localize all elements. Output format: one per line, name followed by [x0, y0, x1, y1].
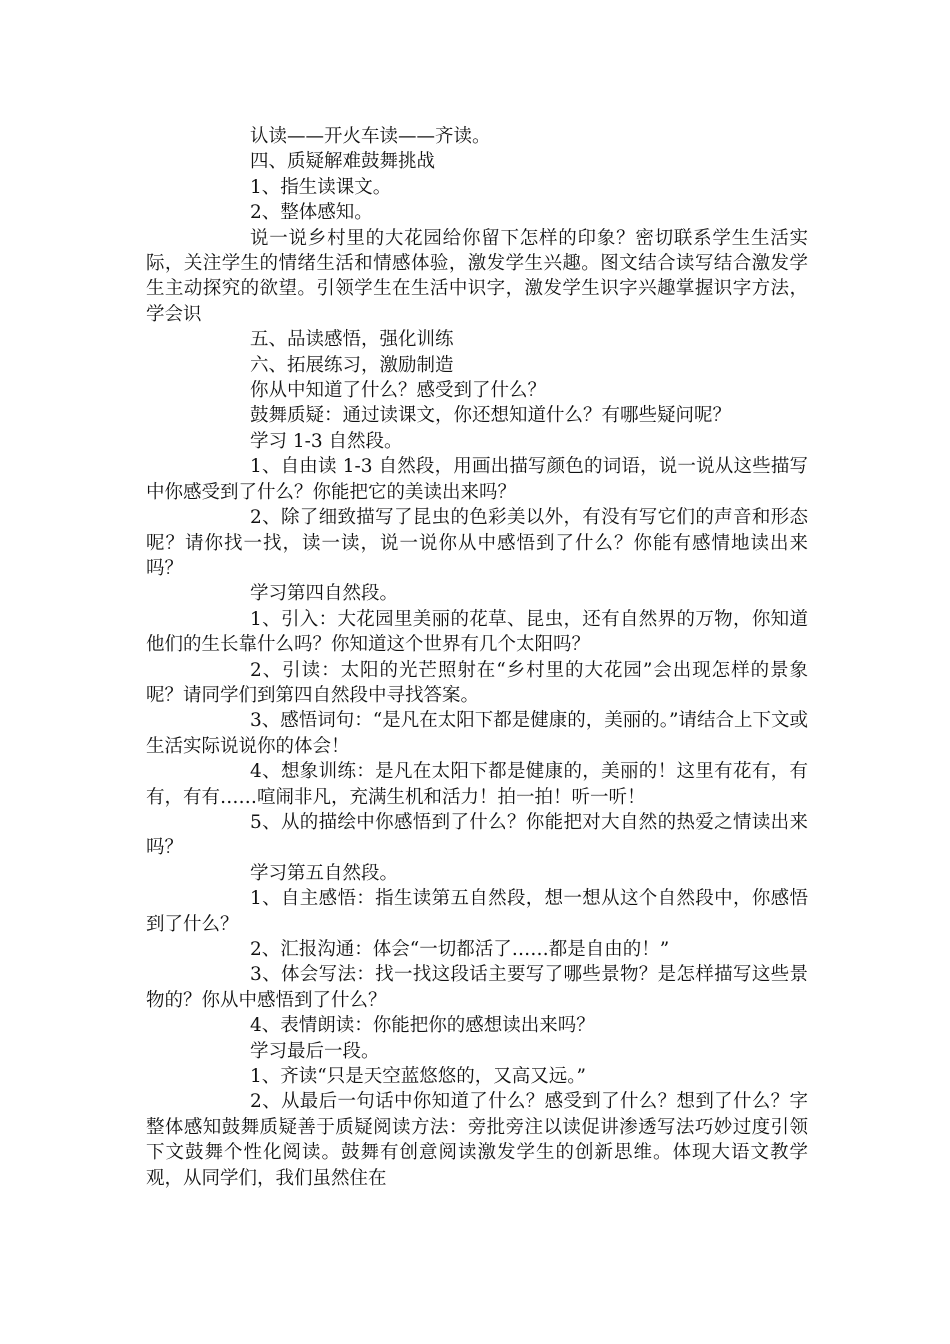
paragraph: 学习第五自然段。	[250, 862, 399, 884]
paragraph: 1、自主感悟：指生读第五自然段，想一想从这个自然段中，你感悟到了什么？	[146, 888, 808, 935]
paragraph: 四、质疑解难鼓舞挑战	[250, 151, 436, 173]
paragraph: 5、从的描绘中你感悟到了什么？你能把对大自然的热爱之情读出来吗？	[146, 811, 808, 859]
paragraph: 2、整体感知。	[250, 202, 373, 224]
paragraph: 2、引读：太阳的光芒照射在“乡村里的大花园”会出现怎样的景象呢？请同学们到第四自然段中寻找答案。	[146, 659, 808, 706]
paragraph: 说一说乡村里的大花园给你留下怎样的印象？密切联系学生生活实际，关注学生的情绪生活和情感体验，激发学生兴趣。图文结合读写结合激发学生主动探究的欲望。引领学生在生活中识字，激发学生识字兴趣掌握识字方法，学会识	[146, 227, 808, 325]
paragraph: 3、体会写法：找一找这段话主要写了哪些景物？是怎样描写这些景物的？你从中感悟到了什么？	[146, 964, 808, 1011]
paragraph: 学习最后一段。	[250, 1040, 380, 1062]
paragraph: 4、表情朗读：你能把你的感想读出来吗？	[250, 1015, 595, 1037]
paragraph: 1、自由读 1-3 自然段，用画出描写颜色的词语，说一说从这些描写中你感受到了什么？你能把它的美读出来吗？	[146, 456, 808, 503]
paragraph: 1、齐读“只是天空蓝悠悠的，又高又远。”	[250, 1066, 586, 1088]
paragraph: 3、感悟词句：“是凡在太阳下都是健康的，美丽的。”请结合上下文或生活实际说说你的体会！	[146, 710, 808, 757]
paragraph: 学习第四自然段。	[250, 583, 399, 605]
paragraph: 学习 1-3 自然段。	[250, 430, 403, 452]
paragraph: 2、汇报沟通：体会“一切都活了……都是自由的！”	[250, 939, 670, 960]
paragraph: 2、从最后一句话中你知道了什么？感受到了什么？想到了什么？字整体感知鼓舞质疑善于质疑阅读方法：旁批旁注以读促讲渗透写法巧妙过度引领下文鼓舞个性化阅读。鼓舞有创意阅读激发学生的创新思维。体现大语文教学观，从同学们，我们虽然住在	[146, 1091, 808, 1189]
paragraph: 鼓舞质疑：通过读课文，你还想知道什么？有哪些疑问呢？	[250, 405, 732, 427]
paragraph: 六、拓展练习，激励制造	[250, 354, 454, 376]
paragraph: 五、品读感悟，强化训练	[250, 329, 454, 351]
paragraph: 1、指生读课文。	[250, 176, 392, 198]
paragraph: 你从中知道了什么？感受到了什么？	[250, 380, 547, 402]
paragraph: 1、引入：大花园里美丽的花草、昆虫，还有自然界的万物，你知道他们的生长靠什么吗？你知道这个世界有几个太阳吗？	[146, 608, 808, 656]
paragraph: 4、想象训练：是凡在太阳下都是健康的，美丽的！这里有花有，有有，有有……喧闹非凡，充满生机和活力！拍一拍！听一听！	[146, 761, 808, 808]
paragraph: 2、除了细致描写了昆虫的色彩美以外，有没有写它们的声音和形态呢？请你找一找，读一读，说一说你从中感悟到了什么？你能有感情地读出来吗？	[146, 507, 808, 579]
paragraph: 认读——开火车读——齐读。	[250, 126, 491, 147]
document-body	[146, 124, 808, 1191]
